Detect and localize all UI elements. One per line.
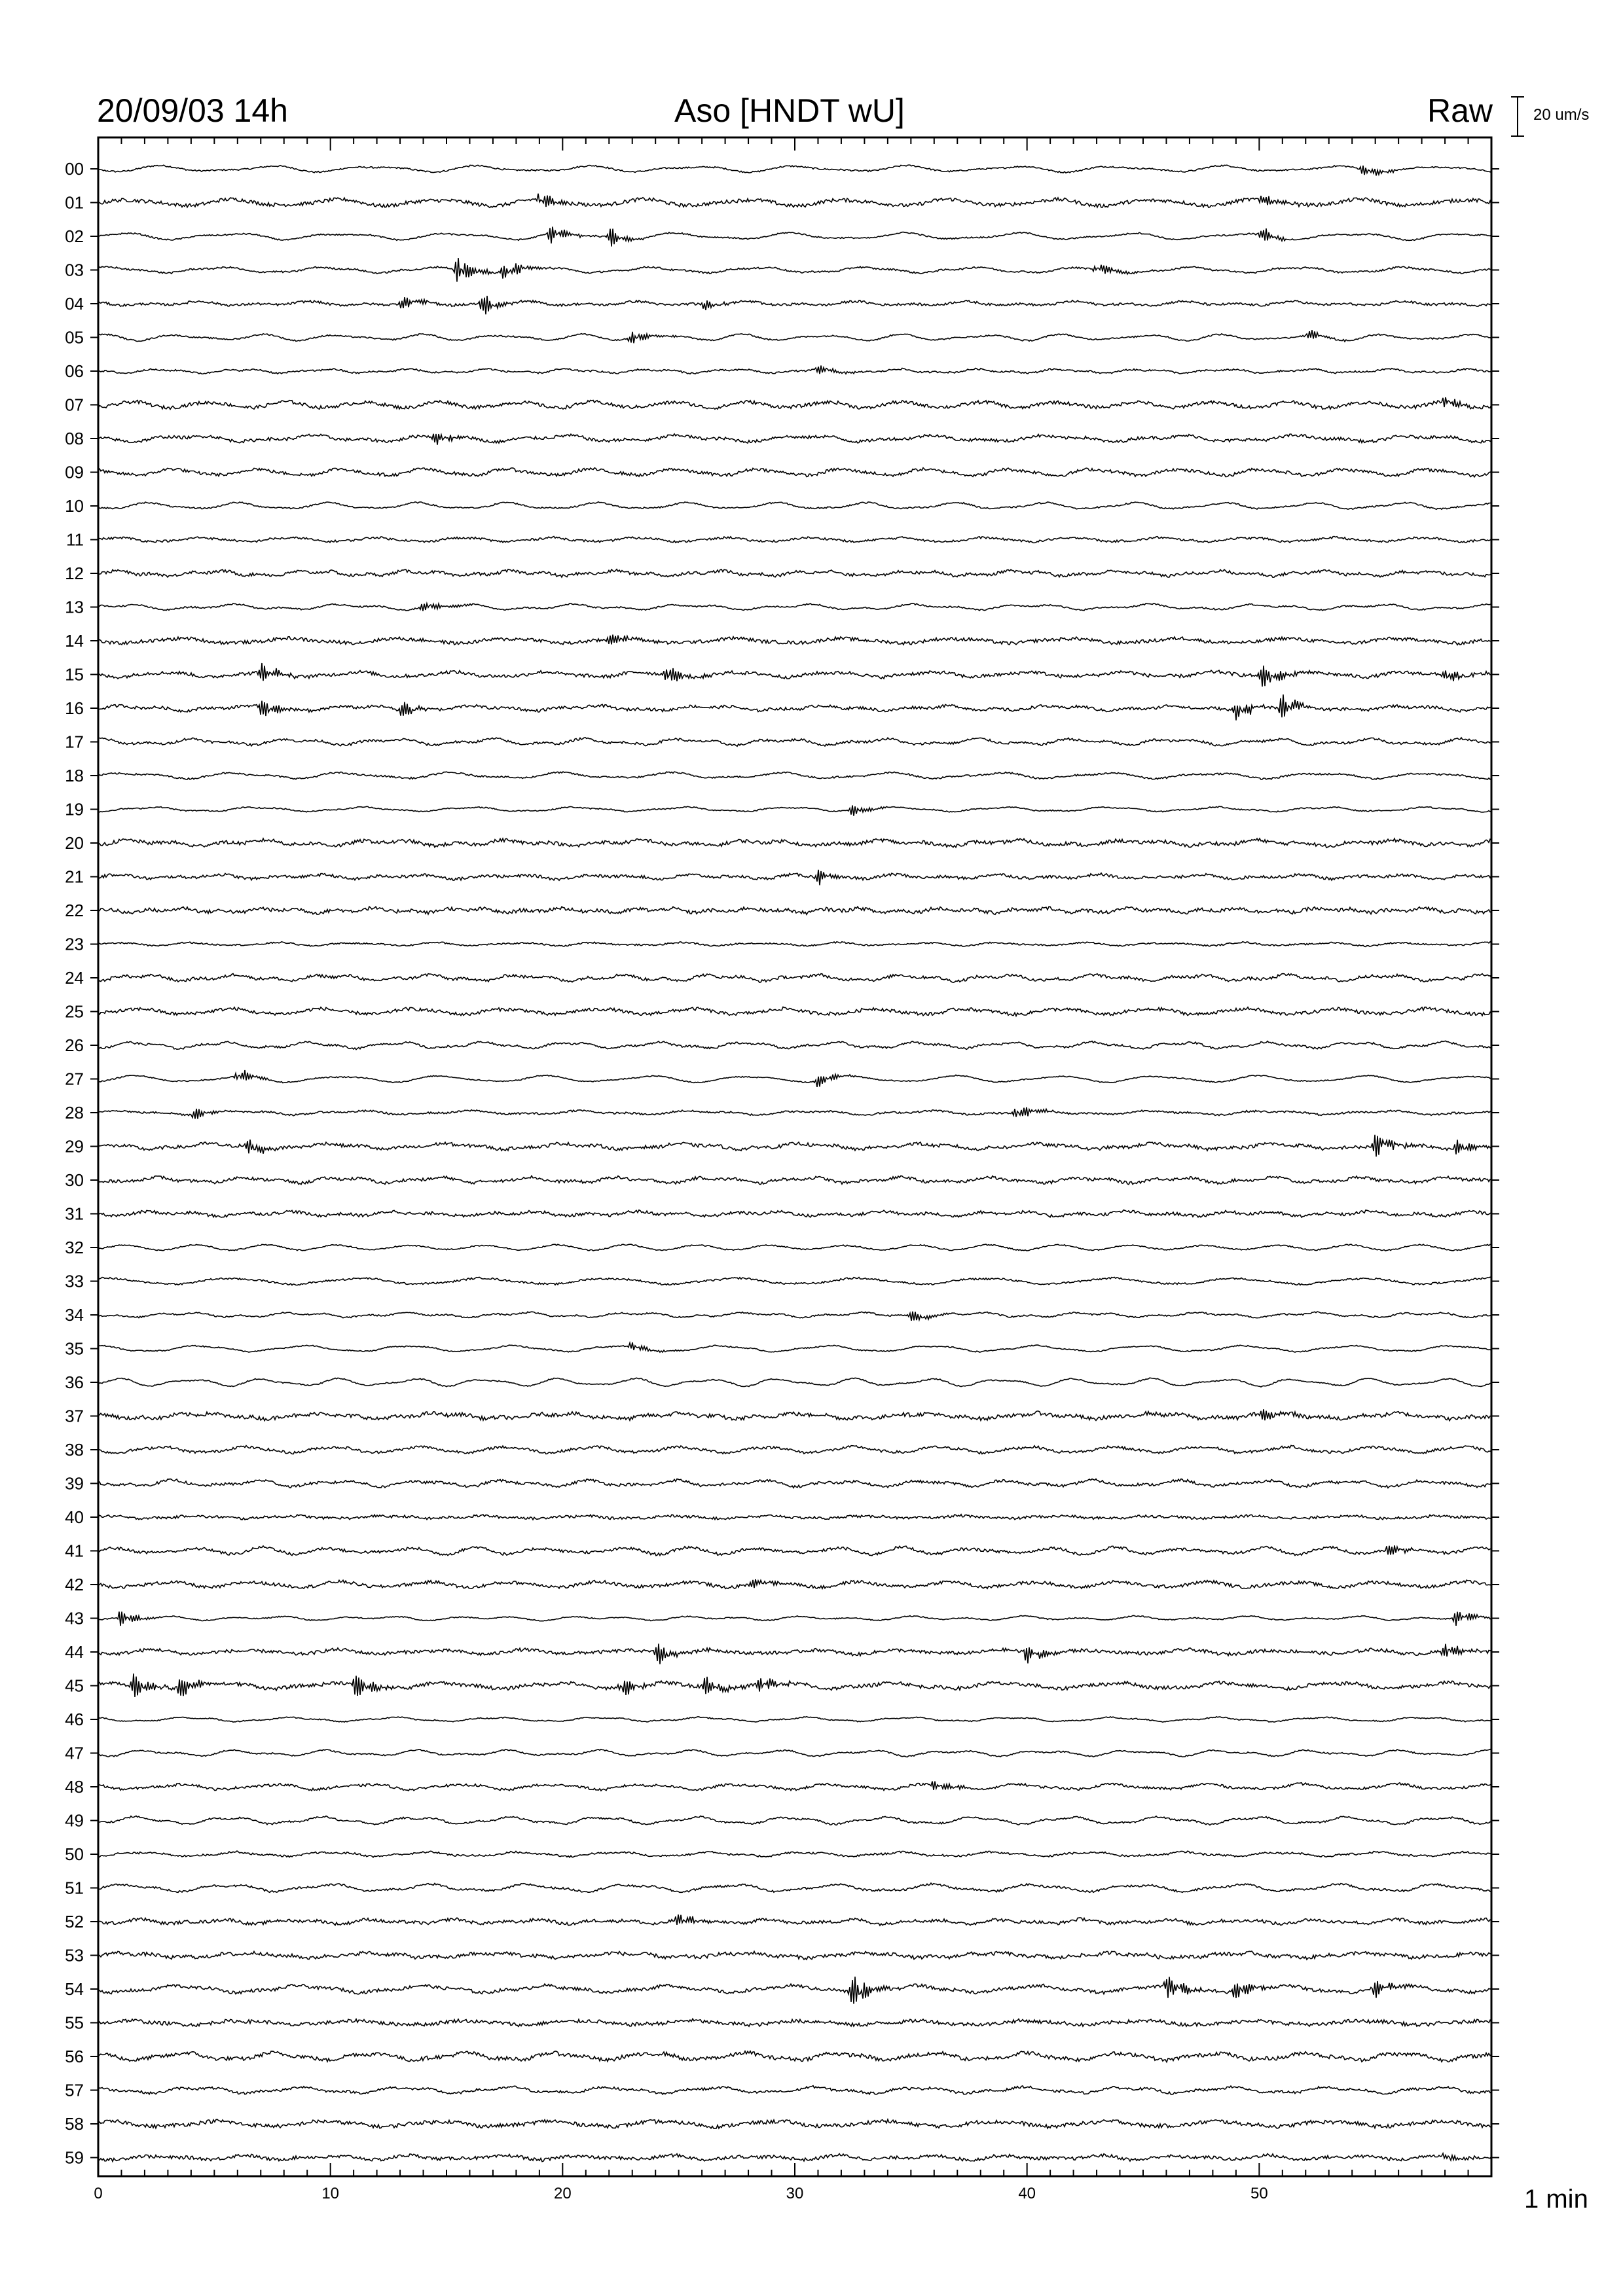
trace-label: 31 xyxy=(65,1204,84,1224)
seismic-trace xyxy=(98,1135,1491,1157)
trace-label: 37 xyxy=(65,1406,84,1426)
seismic-trace xyxy=(98,870,1491,886)
trace-label: 16 xyxy=(65,698,84,718)
trace-label: 39 xyxy=(65,1473,84,1494)
header-date: 20/09/03 14h xyxy=(97,92,288,129)
trace-label: 14 xyxy=(65,631,84,651)
seismic-trace xyxy=(98,1643,1491,1664)
trace-label: 49 xyxy=(65,1810,84,1831)
trace-label: 25 xyxy=(65,1001,84,1022)
seismic-trace xyxy=(98,330,1491,343)
seismic-trace xyxy=(98,1611,1491,1626)
seismic-trace xyxy=(98,366,1491,374)
seismic-trace xyxy=(98,1244,1491,1251)
seismic-trace xyxy=(98,296,1491,314)
trace-label: 42 xyxy=(65,1575,84,1594)
seismic-trace xyxy=(98,1914,1491,1926)
mode-label: Raw xyxy=(1427,92,1493,129)
trace-label: 46 xyxy=(65,1710,84,1729)
x-axis xyxy=(94,137,1468,2202)
seismic-trace xyxy=(98,1041,1491,1049)
plot-frame xyxy=(98,137,1491,2176)
trace-label: 57 xyxy=(65,2080,84,2100)
seismic-trace xyxy=(98,1070,1491,1087)
trace-label: 58 xyxy=(65,2114,84,2134)
amplitude-scale-label: 20 um/s xyxy=(1533,106,1590,124)
trace-label: 27 xyxy=(65,1069,84,1089)
trace-label: 43 xyxy=(65,1608,84,1628)
seismic-trace xyxy=(98,537,1491,543)
trace-label: 18 xyxy=(65,766,84,785)
trace-label: 41 xyxy=(65,1541,84,1561)
seismic-trace xyxy=(98,258,1491,282)
trace-label: 45 xyxy=(65,1676,84,1696)
trace-label: 52 xyxy=(65,1912,84,1931)
trace-label: 47 xyxy=(65,1743,84,1763)
seismic-trace xyxy=(98,1007,1491,1016)
trace-group xyxy=(98,165,1491,2162)
seismic-trace xyxy=(98,906,1491,914)
seismic-trace xyxy=(98,2051,1491,2062)
trace-label: 23 xyxy=(65,934,84,954)
trace-label: 08 xyxy=(65,429,84,448)
seismic-trace xyxy=(98,227,1491,247)
trace-label: 38 xyxy=(65,1440,84,1460)
trace-label: 59 xyxy=(65,2147,84,2168)
trace-label: 30 xyxy=(65,1170,84,1190)
trace-label: 19 xyxy=(65,799,84,819)
trace-label: 07 xyxy=(65,395,84,415)
seismic-trace xyxy=(98,663,1491,687)
seismic-trace xyxy=(98,2018,1491,2026)
seismic-trace xyxy=(98,1951,1491,1960)
trace-label: 05 xyxy=(65,327,84,348)
trace-label: 10 xyxy=(65,496,84,516)
seismic-trace xyxy=(98,1342,1491,1352)
seismic-trace xyxy=(98,772,1491,780)
trace-label: 53 xyxy=(65,1945,84,1965)
seismic-trace xyxy=(98,1378,1491,1387)
station-title: Aso [HNDT wU] xyxy=(674,92,905,129)
trace-label: 24 xyxy=(65,968,84,988)
seismic-trace xyxy=(98,1717,1491,1723)
seismic-trace xyxy=(98,2153,1491,2162)
x-tick-label: 10 xyxy=(321,2185,340,2202)
trace-label: 55 xyxy=(65,2013,84,2033)
seismic-trace xyxy=(98,1479,1491,1488)
trace-label: 35 xyxy=(65,1338,84,1359)
seismic-trace xyxy=(98,1977,1491,2004)
seismic-trace xyxy=(98,1409,1491,1421)
seismic-trace xyxy=(98,165,1491,175)
seismic-trace xyxy=(98,1545,1491,1556)
seismic-trace xyxy=(98,806,1491,816)
trace-label: 22 xyxy=(65,901,84,920)
trace-label: 01 xyxy=(65,192,84,213)
trace-label: 28 xyxy=(65,1103,84,1122)
seismic-trace xyxy=(98,1515,1491,1520)
x-tick-label: 40 xyxy=(1018,2185,1036,2202)
seismic-trace xyxy=(98,1277,1491,1285)
seismic-trace xyxy=(98,502,1491,509)
trace-label: 54 xyxy=(65,1979,84,1999)
seismic-trace xyxy=(98,738,1491,746)
trace-label: 06 xyxy=(65,361,84,381)
trace-label: 44 xyxy=(65,1642,84,1662)
seismic-trace xyxy=(98,1782,1491,1791)
seismic-trace xyxy=(98,1851,1491,1857)
trace-label: 48 xyxy=(65,1777,84,1797)
trace-label: 26 xyxy=(65,1035,84,1055)
trace-label-group xyxy=(65,159,1499,2168)
trace-label: 33 xyxy=(65,1271,84,1291)
seismic-trace xyxy=(98,603,1491,611)
trace-label: 51 xyxy=(65,1878,84,1898)
trace-label: 13 xyxy=(65,597,84,617)
seismic-trace xyxy=(98,1816,1491,1825)
seismic-trace xyxy=(98,397,1491,409)
seismic-trace xyxy=(98,838,1491,848)
seismic-trace xyxy=(98,2086,1491,2094)
seismic-trace xyxy=(98,2119,1491,2128)
trace-label: 04 xyxy=(65,294,84,314)
seismic-trace xyxy=(98,1579,1491,1588)
seismic-trace xyxy=(98,468,1491,477)
trace-label: 56 xyxy=(65,2047,84,2066)
seismic-trace xyxy=(98,974,1491,983)
seismic-trace xyxy=(98,194,1491,207)
trace-label: 15 xyxy=(65,664,84,685)
trace-label: 03 xyxy=(65,260,84,280)
x-tick-label: 0 xyxy=(94,2185,103,2202)
trace-label: 02 xyxy=(65,226,84,246)
seismic-trace xyxy=(98,1883,1491,1892)
trace-label: 21 xyxy=(65,867,84,887)
trace-label: 20 xyxy=(65,833,84,853)
trace-label: 12 xyxy=(65,564,84,583)
seismic-trace xyxy=(98,635,1491,645)
seismic-trace xyxy=(98,1749,1491,1757)
seismic-trace xyxy=(98,1312,1491,1321)
trace-label: 50 xyxy=(65,1844,84,1864)
seismic-trace xyxy=(98,694,1491,720)
seismic-trace xyxy=(98,942,1491,947)
x-tick-label: 30 xyxy=(786,2185,804,2202)
trace-label: 36 xyxy=(65,1372,84,1392)
seismic-trace xyxy=(98,1210,1491,1217)
trace-label: 29 xyxy=(65,1136,84,1157)
seismic-trace xyxy=(98,434,1491,445)
seismic-trace xyxy=(98,1107,1491,1119)
trace-label: 09 xyxy=(65,462,84,482)
time-unit-label: 1 min xyxy=(1524,2185,1588,2214)
amplitude-scale-bar xyxy=(1511,97,1524,136)
trace-label: 32 xyxy=(65,1238,84,1257)
x-tick-label: 20 xyxy=(553,2185,572,2202)
trace-label: 11 xyxy=(66,529,84,550)
seismic-trace xyxy=(98,1445,1491,1454)
trace-label: 40 xyxy=(65,1507,84,1527)
trace-label: 34 xyxy=(65,1305,84,1325)
trace-label: 17 xyxy=(65,732,84,752)
trace-label: 00 xyxy=(65,159,84,179)
seismic-trace xyxy=(98,1175,1491,1184)
seismic-trace xyxy=(98,569,1491,578)
seismic-trace xyxy=(98,1674,1491,1697)
x-tick-label: 50 xyxy=(1250,2185,1268,2202)
